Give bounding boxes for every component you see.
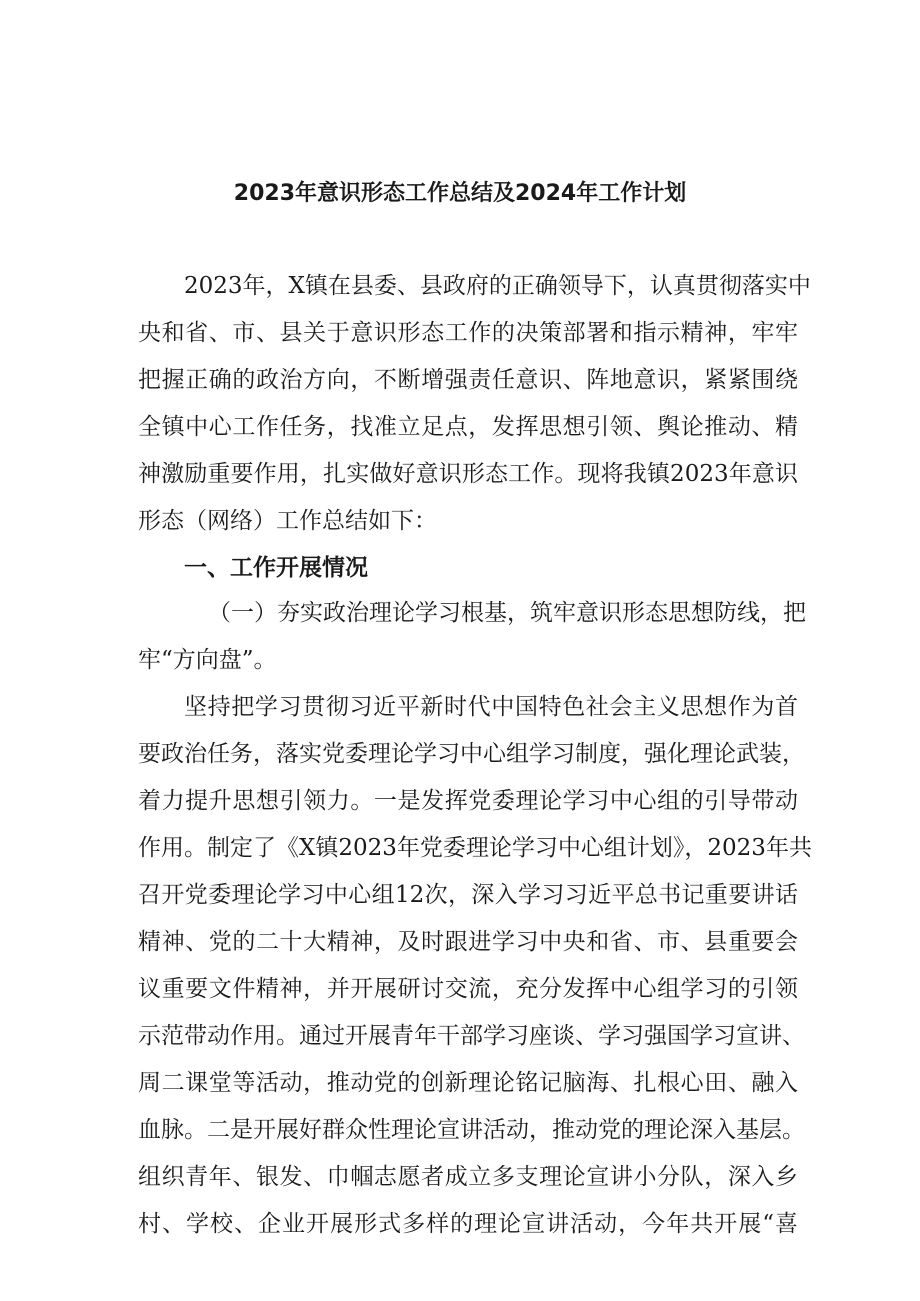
intro-line: 央和省、市、县关于意识形态工作的决策部署和指示精神，牢牢 (138, 320, 798, 346)
subsection-line: 牢“方向盘”。 (138, 647, 277, 673)
body-line: 要政治任务，落实党委理论学习中心组学习制度，强化理论武装， (138, 741, 805, 767)
intro-line: 形态（网络）工作总结如下： (138, 508, 437, 534)
body-line: 血脉。二是开展好群众性理论宣讲活动，推动党的理论深入基层。 (138, 1117, 805, 1143)
body-line: 精神、党的二十大精神，及时跟进学习中央和省、市、县重要会 (138, 929, 798, 955)
body-line: 着力提升思想引领力。一是发挥党委理论学习中心组的引导带动 (138, 788, 798, 814)
body-line: 周二课堂等活动，推动党的创新理论铭记脑海、扎根心田、融入 (138, 1070, 798, 1096)
body-line: 村、学校、企业开展形式多样的理论宣讲活动，今年共开展“喜 (138, 1211, 798, 1237)
document-title: 2023年意识形态工作总结及2024年工作计划 (233, 181, 687, 206)
body-line: 召开党委理论学习中心组12次，深入学习习近平总书记重要讲话 (138, 882, 798, 908)
intro-line: 把握正确的政治方向，不断增强责任意识、阵地意识，紧紧围绕 (138, 367, 798, 393)
intro-line: 2023年，X镇在县委、县政府的正确领导下，认真贯彻落实中 (184, 273, 811, 299)
body-line: 组织青年、银发、巾帼志愿者成立多支理论宣讲小分队，深入乡 (138, 1164, 798, 1190)
body-line: 示范带动作用。通过开展青年干部学习座谈、学习强国学习宣讲、 (138, 1023, 805, 1049)
intro-line: 全镇中心工作任务，找准立足点，发挥思想引领、舆论推动、精 (138, 414, 798, 440)
body-line: 坚持把学习贯彻习近平新时代中国特色社会主义思想作为首 (184, 694, 798, 720)
intro-line: 神激励重要作用，扎实做好意识形态工作。现将我镇2023年意识 (138, 461, 798, 487)
body-line: 议重要文件精神，并开展研讨交流，充分发挥中心组学习的引领 (138, 976, 798, 1002)
body-line: 作用。制定了《X镇2023年党委理论学习中心组计划》，2023年共 (138, 835, 812, 861)
section-heading: 一、工作开展情况 (184, 555, 368, 581)
subsection-line: （一）夯实政治理论学习根基，筑牢意识形态思想防线，把 (208, 600, 806, 626)
